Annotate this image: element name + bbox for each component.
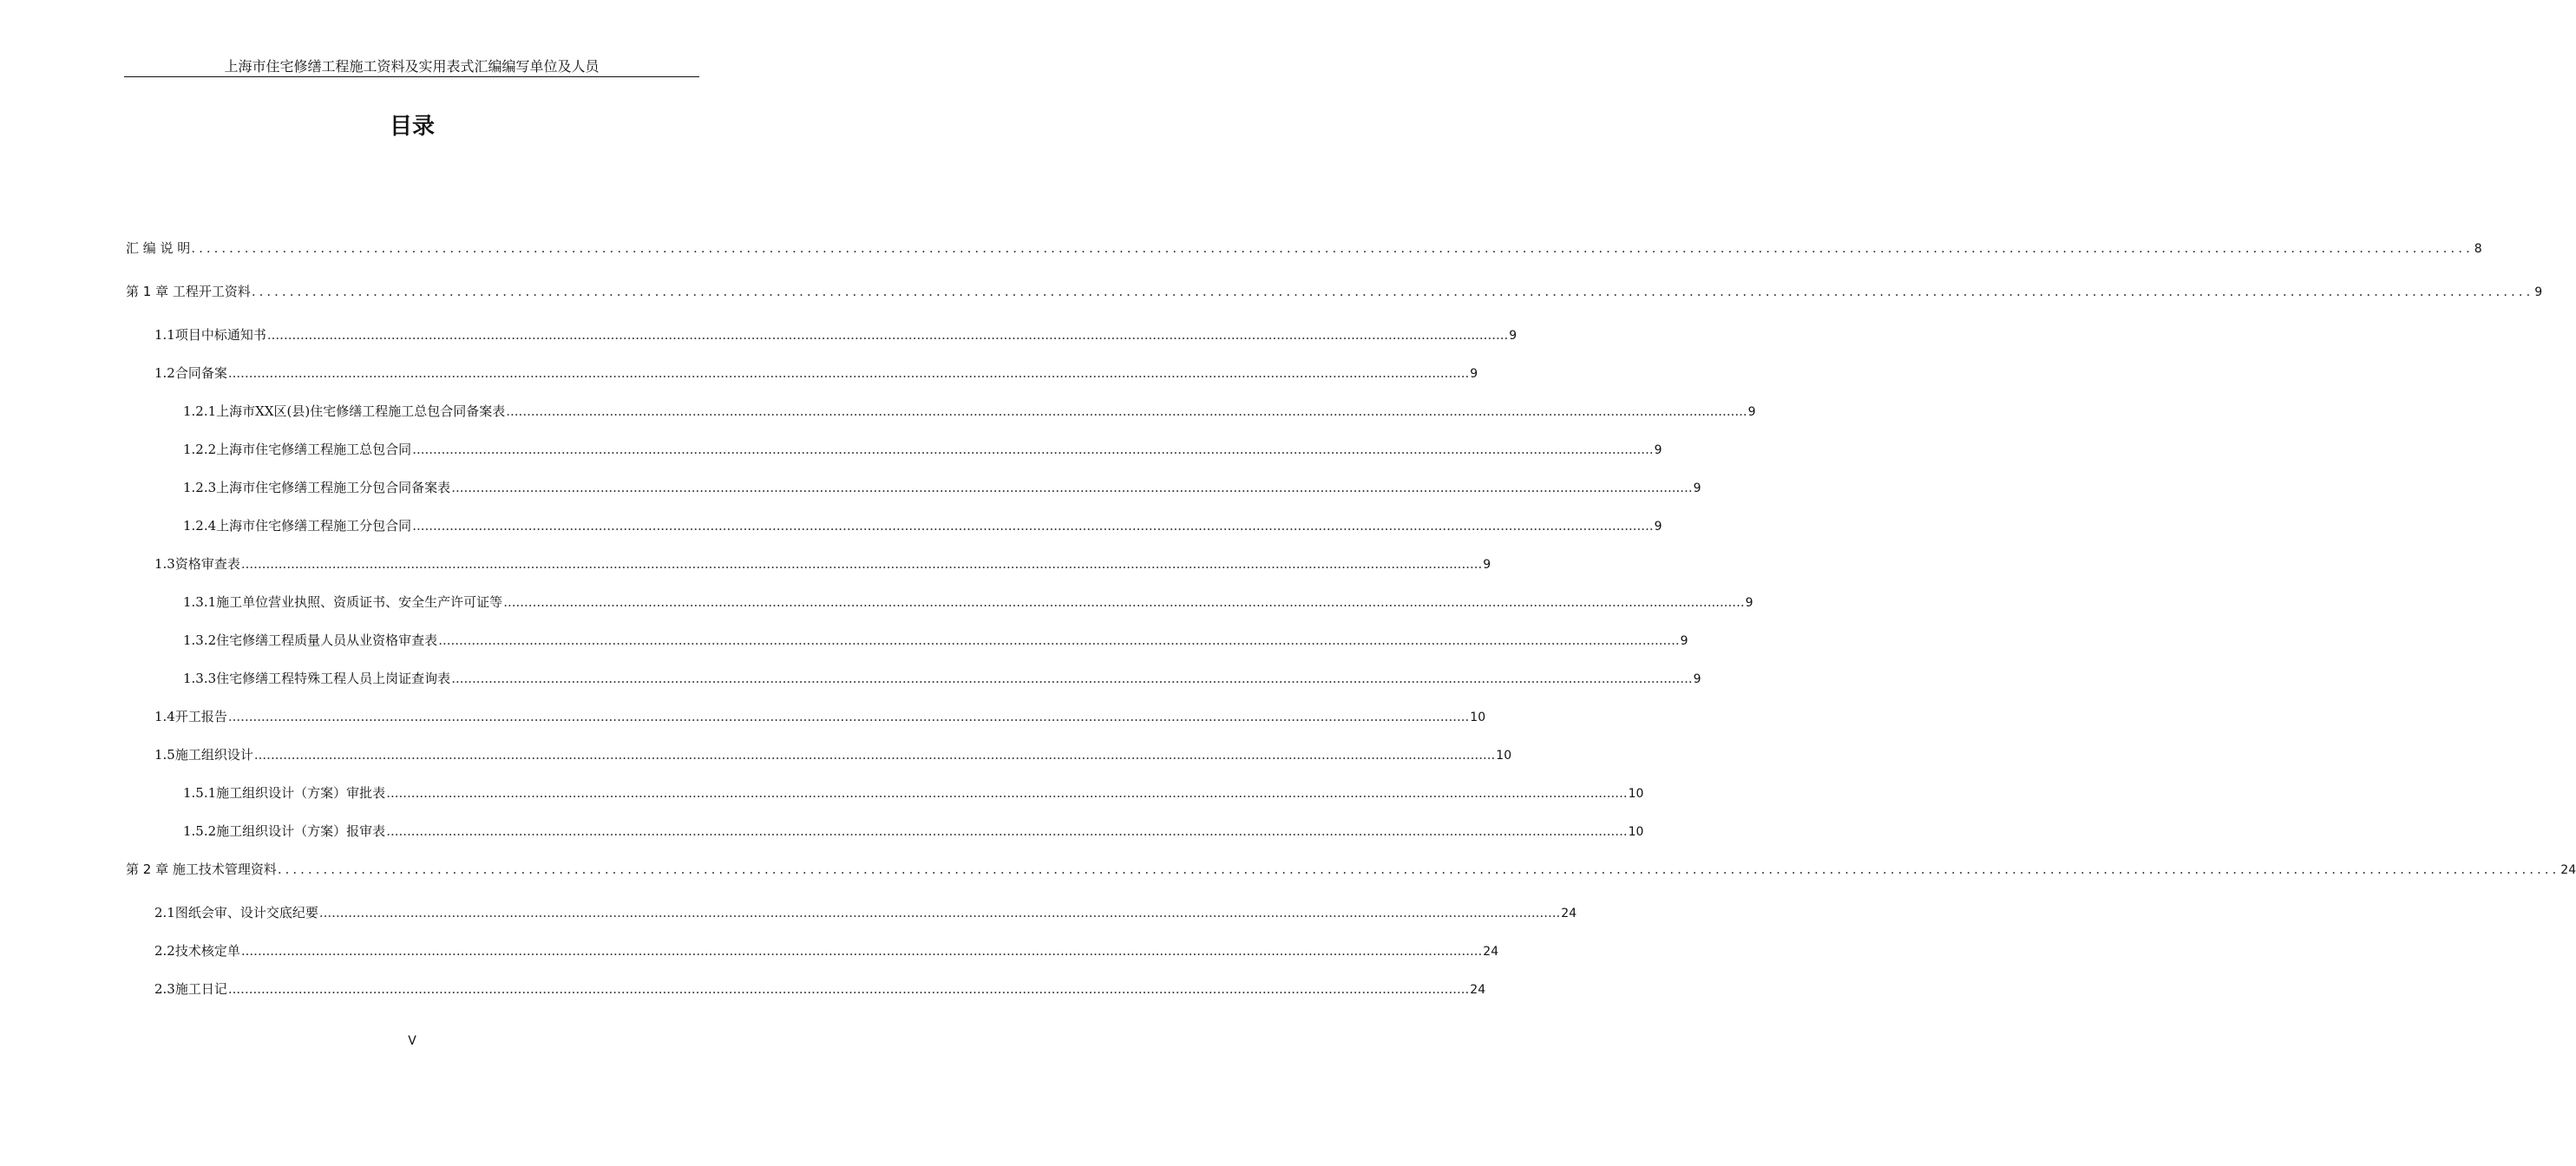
toc-entry-label: 开工报告: [174, 709, 227, 724]
toc-dot-leader: ............................................................................................................................................................................................................................................................................................................: [503, 594, 1745, 610]
toc-dot-leader: ............................................................................................................................................................................................................................................................................................................: [240, 556, 1483, 572]
toc-entry[interactable]: [183, 401, 1756, 422]
toc-entry[interactable]: [183, 630, 1688, 651]
toc-dot-leader: ............................................................................................................................................................................................................................................................................................................: [438, 632, 1680, 648]
toc-entry-page: 9: [1483, 558, 1491, 572]
toc-entry-number: 1.3.1: [183, 594, 217, 610]
toc-entry-number: 1.2.4: [183, 518, 217, 534]
toc-entry-number: 1.3: [154, 556, 175, 572]
toc-entry-page: 24: [1483, 945, 1499, 959]
toc-entry-page: 9: [1693, 481, 1701, 495]
toc-entry-page: 24: [1561, 907, 1577, 920]
toc-entry-label: 图纸会审、设计交底纪要: [174, 905, 318, 920]
toc-dot-leader: ............................................................................................................................................................................................................................................................................................................: [251, 284, 2534, 299]
toc-entry-page: 9: [1680, 634, 1688, 648]
toc-dot-leader: ............................................................................................................................................................................................................................................................................................................: [253, 747, 1496, 763]
toc-entry[interactable]: [183, 668, 1701, 689]
toc-dot-leader: ............................................................................................................................................................................................................................................................................................................: [227, 709, 1470, 724]
toc-entry-page: 9: [1654, 443, 1662, 457]
toc-entry-label: 施工日记: [174, 981, 227, 997]
toc-entry-number: 1.5.1: [183, 785, 217, 801]
toc-entry[interactable]: [154, 554, 1491, 574]
toc-entry[interactable]: [126, 238, 2482, 259]
toc-dot-leader: ............................................................................................................................................................................................................................................................................................................: [412, 518, 1654, 534]
toc-entry[interactable]: [183, 592, 1753, 612]
toc-dot-leader: ............................................................................................................................................................................................................................................................................................................: [451, 671, 1693, 686]
toc-entry-number: 1.2: [154, 365, 175, 381]
page-header: 上海市住宅修缮工程施工资料及实用表式汇编编写单位及人员: [224, 58, 600, 75]
toc-entry-label: 汇 编 说 明: [126, 240, 191, 256]
toc-entry-number: 1.2.2: [183, 442, 217, 457]
toc-dot-leader: ............................................................................................................................................................................................................................................................................................................: [506, 403, 1747, 419]
toc-entry-label: 施工组织设计: [174, 747, 253, 763]
toc-entry-number: 1.3.2: [183, 632, 217, 648]
toc-entry[interactable]: [154, 324, 1517, 345]
toc-dot-leader: ............................................................................................................................................................................................................................................................................................................: [227, 365, 1470, 381]
toc-entry-page: 9: [1470, 367, 1478, 381]
toc-entry[interactable]: [126, 281, 2543, 302]
toc-entry[interactable]: [154, 706, 1486, 727]
toc-entry-label: 住宅修缮工程质量人员从业资格审查表: [216, 632, 438, 648]
toc-dot-leader: ............................................................................................................................................................................................................................................................................................................: [277, 861, 2560, 877]
toc-dot-leader: ............................................................................................................................................................................................................................................................................................................: [266, 327, 1509, 343]
toc-entry-number: 1.1: [154, 327, 175, 343]
toc-entry-label: 上海市住宅修缮工程施工分包合同备案表: [216, 480, 451, 495]
toc-entry[interactable]: [183, 515, 1662, 536]
toc-entry-page: 9: [1654, 520, 1662, 534]
toc-entry-label: 合同备案: [174, 365, 227, 381]
toc-entry-label: 住宅修缮工程特殊工程人员上岗证查询表: [216, 671, 451, 686]
toc-dot-leader: ............................................................................................................................................................................................................................................................................................................: [240, 943, 1483, 959]
toc-dot-leader: ............................................................................................................................................................................................................................................................................................................: [451, 480, 1693, 495]
toc-entry-label: 第 2 章 施工技术管理资料: [126, 861, 277, 877]
toc-dot-leader: ............................................................................................................................................................................................................................................................................................................: [227, 981, 1470, 997]
toc-entry-label: 上海市住宅修缮工程施工分包合同: [216, 518, 412, 534]
toc-entry-page: 24: [2560, 863, 2576, 877]
toc-entry[interactable]: [154, 902, 1577, 923]
toc-entry[interactable]: [154, 363, 1478, 383]
toc-entry-page: 10: [1628, 787, 1644, 801]
toc-entry-page: 24: [1470, 983, 1486, 997]
toc-entry-number: 1.4: [154, 709, 175, 724]
toc-entry-label: 施工组织设计（方案）报审表: [216, 823, 386, 839]
toc-entry-label: 上海市XX区(县)住宅修缮工程施工总包合同备案表: [216, 403, 506, 419]
toc-entry[interactable]: [183, 477, 1701, 498]
toc-entry-number: 2.2: [154, 943, 175, 959]
toc-entry[interactable]: [183, 783, 1644, 803]
toc-entry-number: 1.2.1: [183, 403, 217, 419]
toc-entry-label: 资格审查表: [174, 556, 240, 572]
toc-entry-label: 上海市住宅修缮工程施工总包合同: [216, 442, 412, 457]
toc-entry-label: 第 1 章 工程开工资料: [126, 284, 251, 299]
toc-entry-label: 施工组织设计（方案）审批表: [216, 785, 386, 801]
toc-entry[interactable]: [154, 940, 1499, 961]
toc-entry-number: 1.5: [154, 747, 175, 763]
toc-entry[interactable]: [183, 439, 1662, 460]
toc-entry-number: 2.1: [154, 905, 175, 920]
toc-entry-page: 10: [1628, 825, 1644, 839]
toc-entry-number: 1.3.3: [183, 671, 217, 686]
toc-entry[interactable]: [126, 859, 2576, 880]
toc-entry-page: 9: [1509, 329, 1517, 343]
toc-entry-page: 9: [1693, 672, 1701, 686]
toc-entry-number: 1.5.2: [183, 823, 217, 839]
toc-entry-page: 10: [1470, 711, 1486, 724]
toc-entry-label: 技术核定单: [174, 943, 240, 959]
toc-entry-label: 施工单位营业执照、资质证书、安全生产许可证等: [216, 594, 503, 610]
toc-entry-page: 8: [2474, 242, 2482, 256]
toc-entry-page: 10: [1496, 749, 1512, 763]
toc-dot-leader: ............................................................................................................................................................................................................................................................................................................: [412, 442, 1654, 457]
toc-entry[interactable]: [183, 821, 1644, 842]
toc-entry-number: 2.3: [154, 981, 175, 997]
toc-entry-label: 项目中标通知书: [174, 327, 266, 343]
toc-entry-page: 9: [1745, 596, 1753, 610]
toc-entry-page: 9: [2534, 285, 2543, 299]
toc-entry[interactable]: [154, 979, 1486, 999]
toc-entry-number: 1.2.3: [183, 480, 217, 495]
toc-dot-leader: ............................................................................................................................................................................................................................................................................................................: [318, 905, 1561, 920]
toc-dot-leader: ............................................................................................................................................................................................................................................................................................................: [191, 240, 2474, 256]
toc-dot-leader: ............................................................................................................................................................................................................................................................................................................: [386, 785, 1628, 801]
toc-entry[interactable]: [154, 744, 1512, 765]
page-number: V: [408, 1034, 416, 1048]
toc-title: 目录: [389, 114, 435, 140]
toc-dot-leader: ............................................................................................................................................................................................................................................................................................................: [386, 823, 1628, 839]
toc-entry-page: 9: [1747, 405, 1756, 419]
